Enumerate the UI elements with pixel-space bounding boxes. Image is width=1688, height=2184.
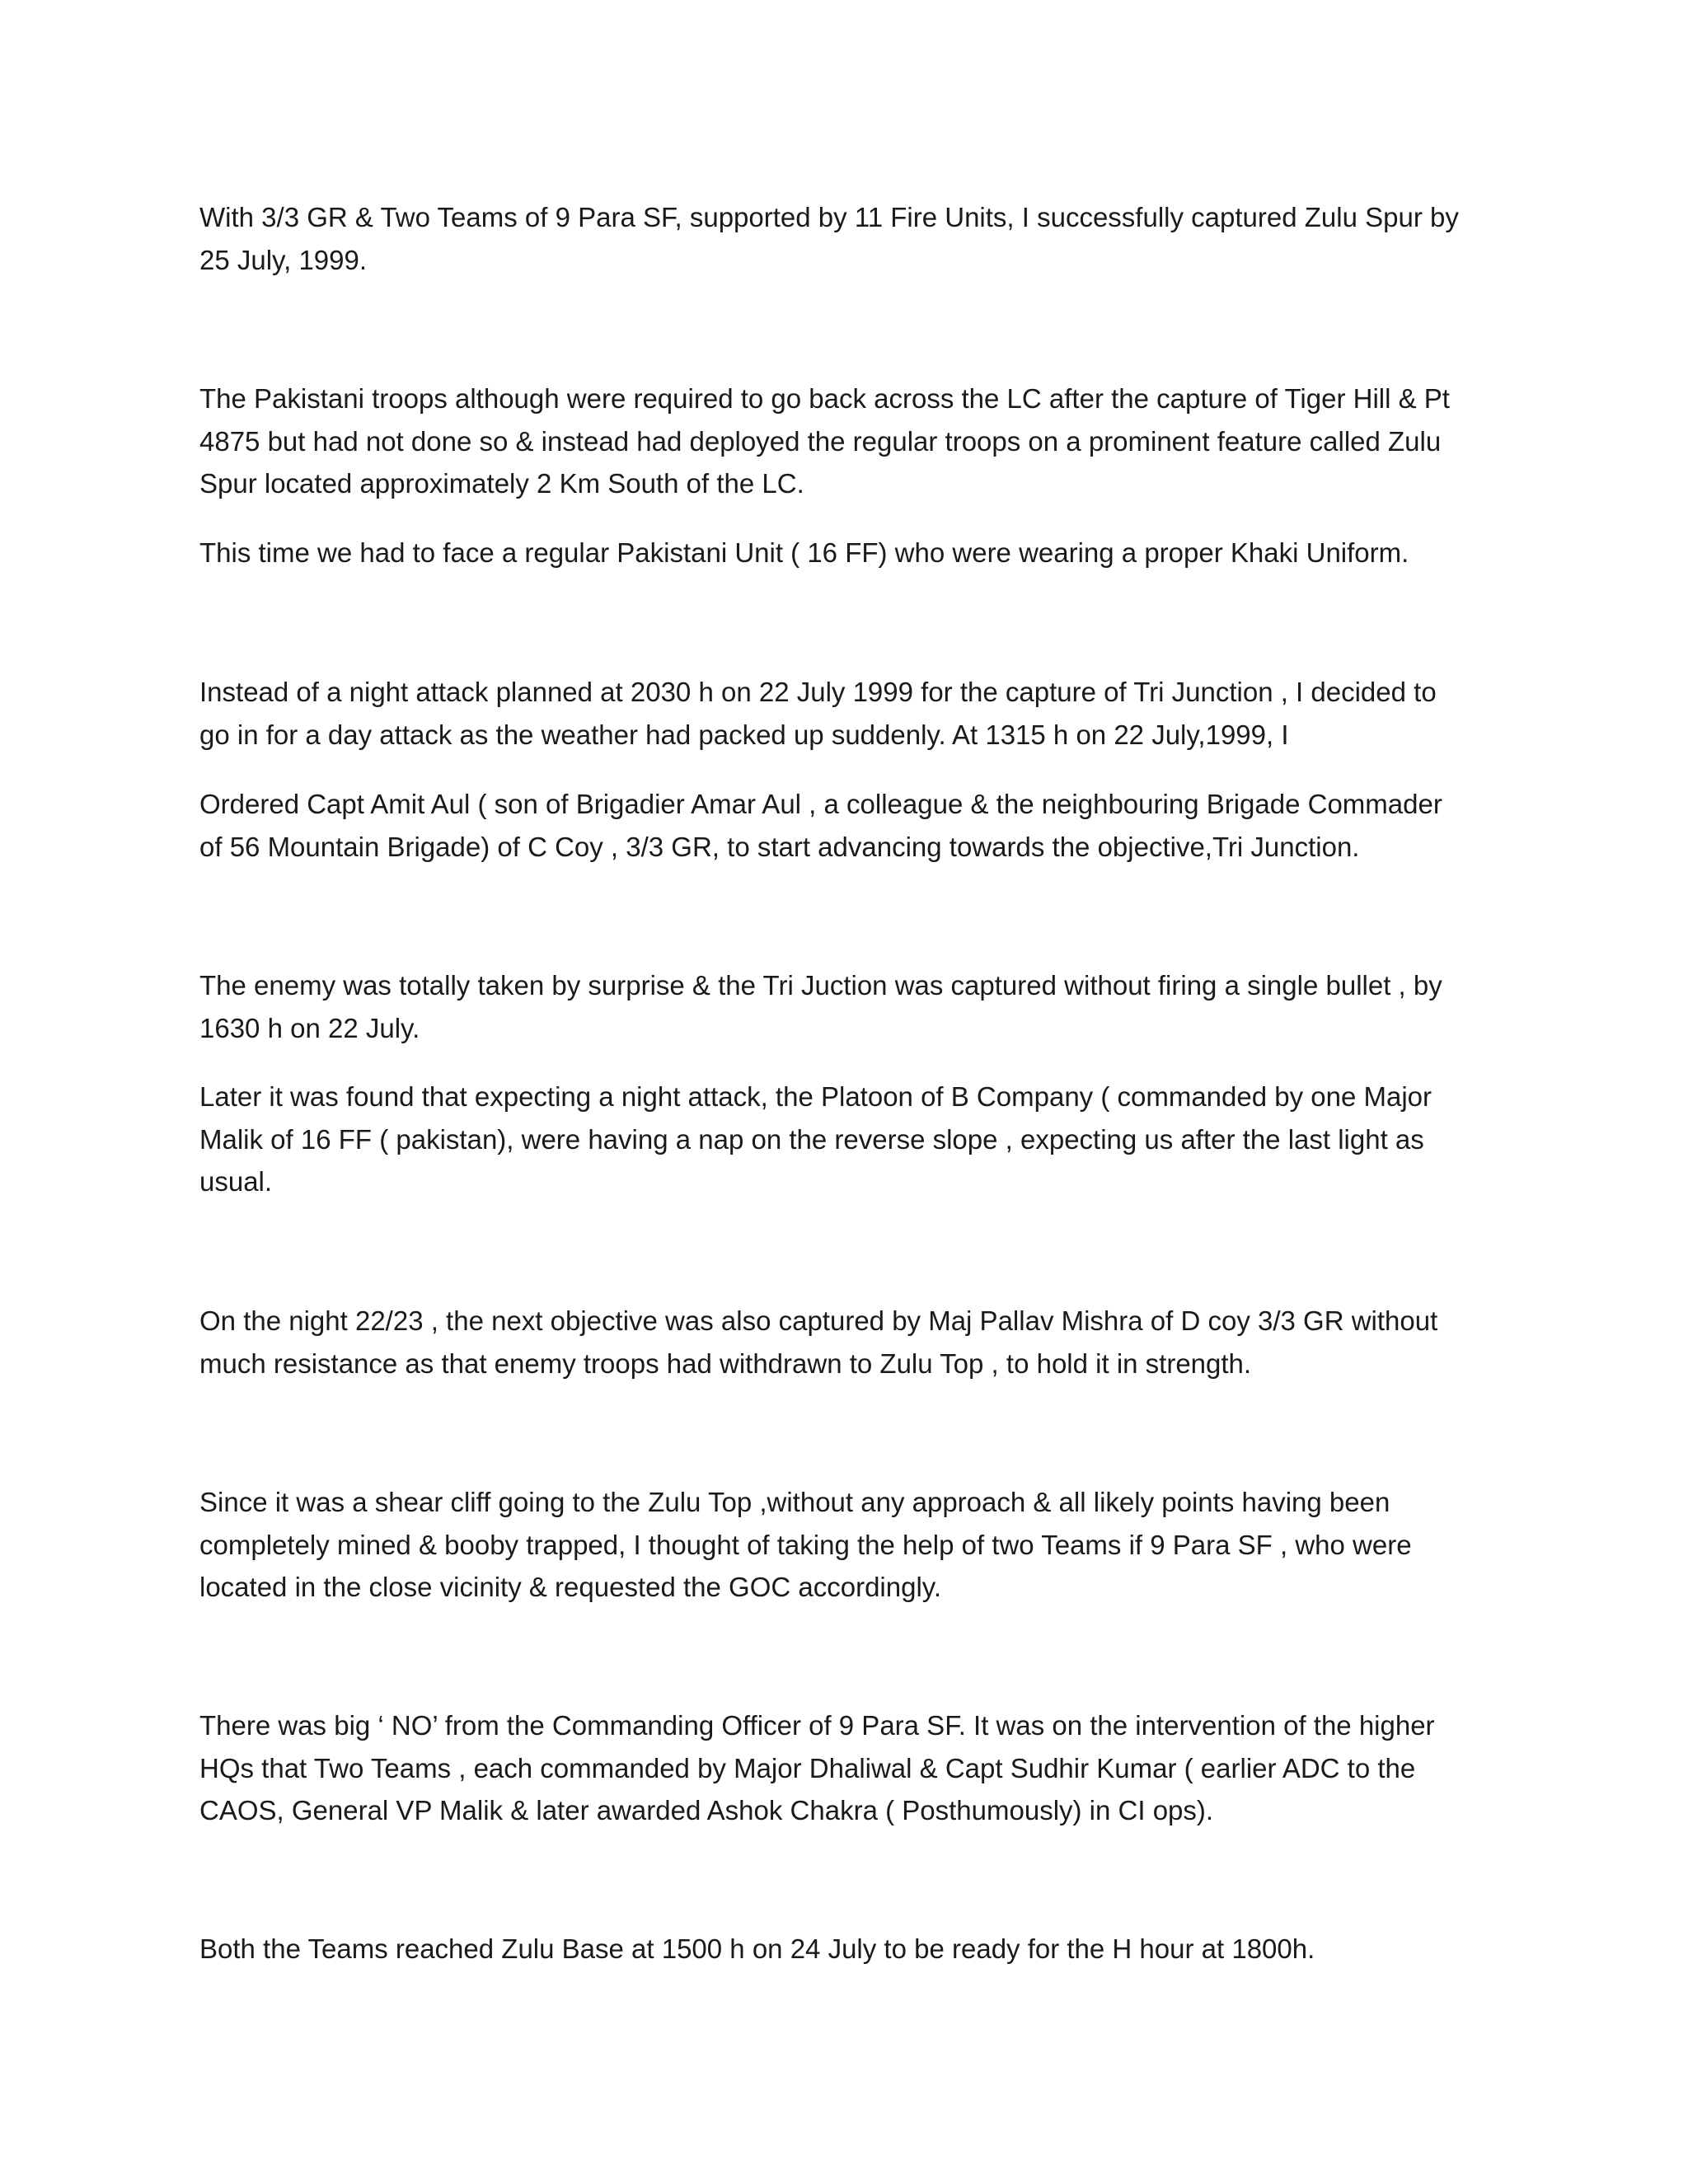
paragraph-night-objective: On the night 22/23 , the next objective was also captured by Maj Pallav Mishra of D coy 3/3 GR without much resistance as that enemy troops had withdrawn to Zulu Top , to hold it in strength. bbox=[199, 1305, 1438, 1379]
paragraph-tri-junction-captured: The enemy was totally taken by surprise & the Tri Juction was captured without firing a single bullet , by 1630 h on 22 July. bbox=[199, 970, 1442, 1043]
paragraph-pakistani-troops: The Pakistani troops although were required to go back across the LC after the capture of Tiger Hill & Pt 4875 but had not done so & instead had deployed the regular troops on a prominent feature called Zulu Spur located approximately 2 Km South of the LC. bbox=[199, 383, 1450, 499]
paragraph-teams-reached: Both the Teams reached Zulu Base at 1500 h on 24 July to be ready for the H hour at 1800h. bbox=[199, 1933, 1315, 1964]
paragraph-enemy-nap: Later it was found that expecting a night attack, the Platoon of B Company ( commanded by one Major Malik of 16 FF ( pakistan), were having a nap on the reverse slope , expecting us after the last light as usual. bbox=[199, 1081, 1432, 1197]
paragraph-day-attack: Instead of a night attack planned at 2030 h on 22 July 1999 for the capture of Tri Junction , I decided to go in for a day attack as the weather had packed up suddenly. At 1315 h on 22 July,1999, I bbox=[199, 677, 1437, 750]
paragraph-commanding-officer: There was big ‘ NO’ from the Commanding Officer of 9 Para SF. It was on the intervention of the higher HQs that Two Teams , each commanded by Major Dhaliwal & Capt Sudhir Kumar ( earlier ADC to the CAOS, General VP Malik & later awarded Ashok Chakra ( Posthumously) in CI ops). bbox=[199, 1710, 1435, 1825]
paragraph-orders-capt-aul: Ordered Capt Amit Aul ( son of Brigadier Amar Aul , a colleague & the neighbouring Brigade Commader of 56 Mountain Brigade) of C Coy , 3/3 GR, to start advancing towards the objective,Tri Junction. bbox=[199, 789, 1442, 862]
paragraph-regular-unit: This time we had to face a regular Pakistani Unit ( 16 FF) who were wearing a proper Khaki Uniform. bbox=[199, 537, 1409, 568]
paragraph-shear-cliff: Since it was a shear cliff going to the Zulu Top ,without any approach & all likely points having been completely mined & booby trapped, I thought of taking the help of two Teams if 9 Para SF , who were located in the close vicinity & requested the GOC accordingly. bbox=[199, 1487, 1412, 1602]
paragraph-zulu-spur-capture: With 3/3 GR & Two Teams of 9 Para SF, supported by 11 Fire Units, I successfully captured Zulu Spur by 25 July, 1999. bbox=[199, 202, 1459, 275]
